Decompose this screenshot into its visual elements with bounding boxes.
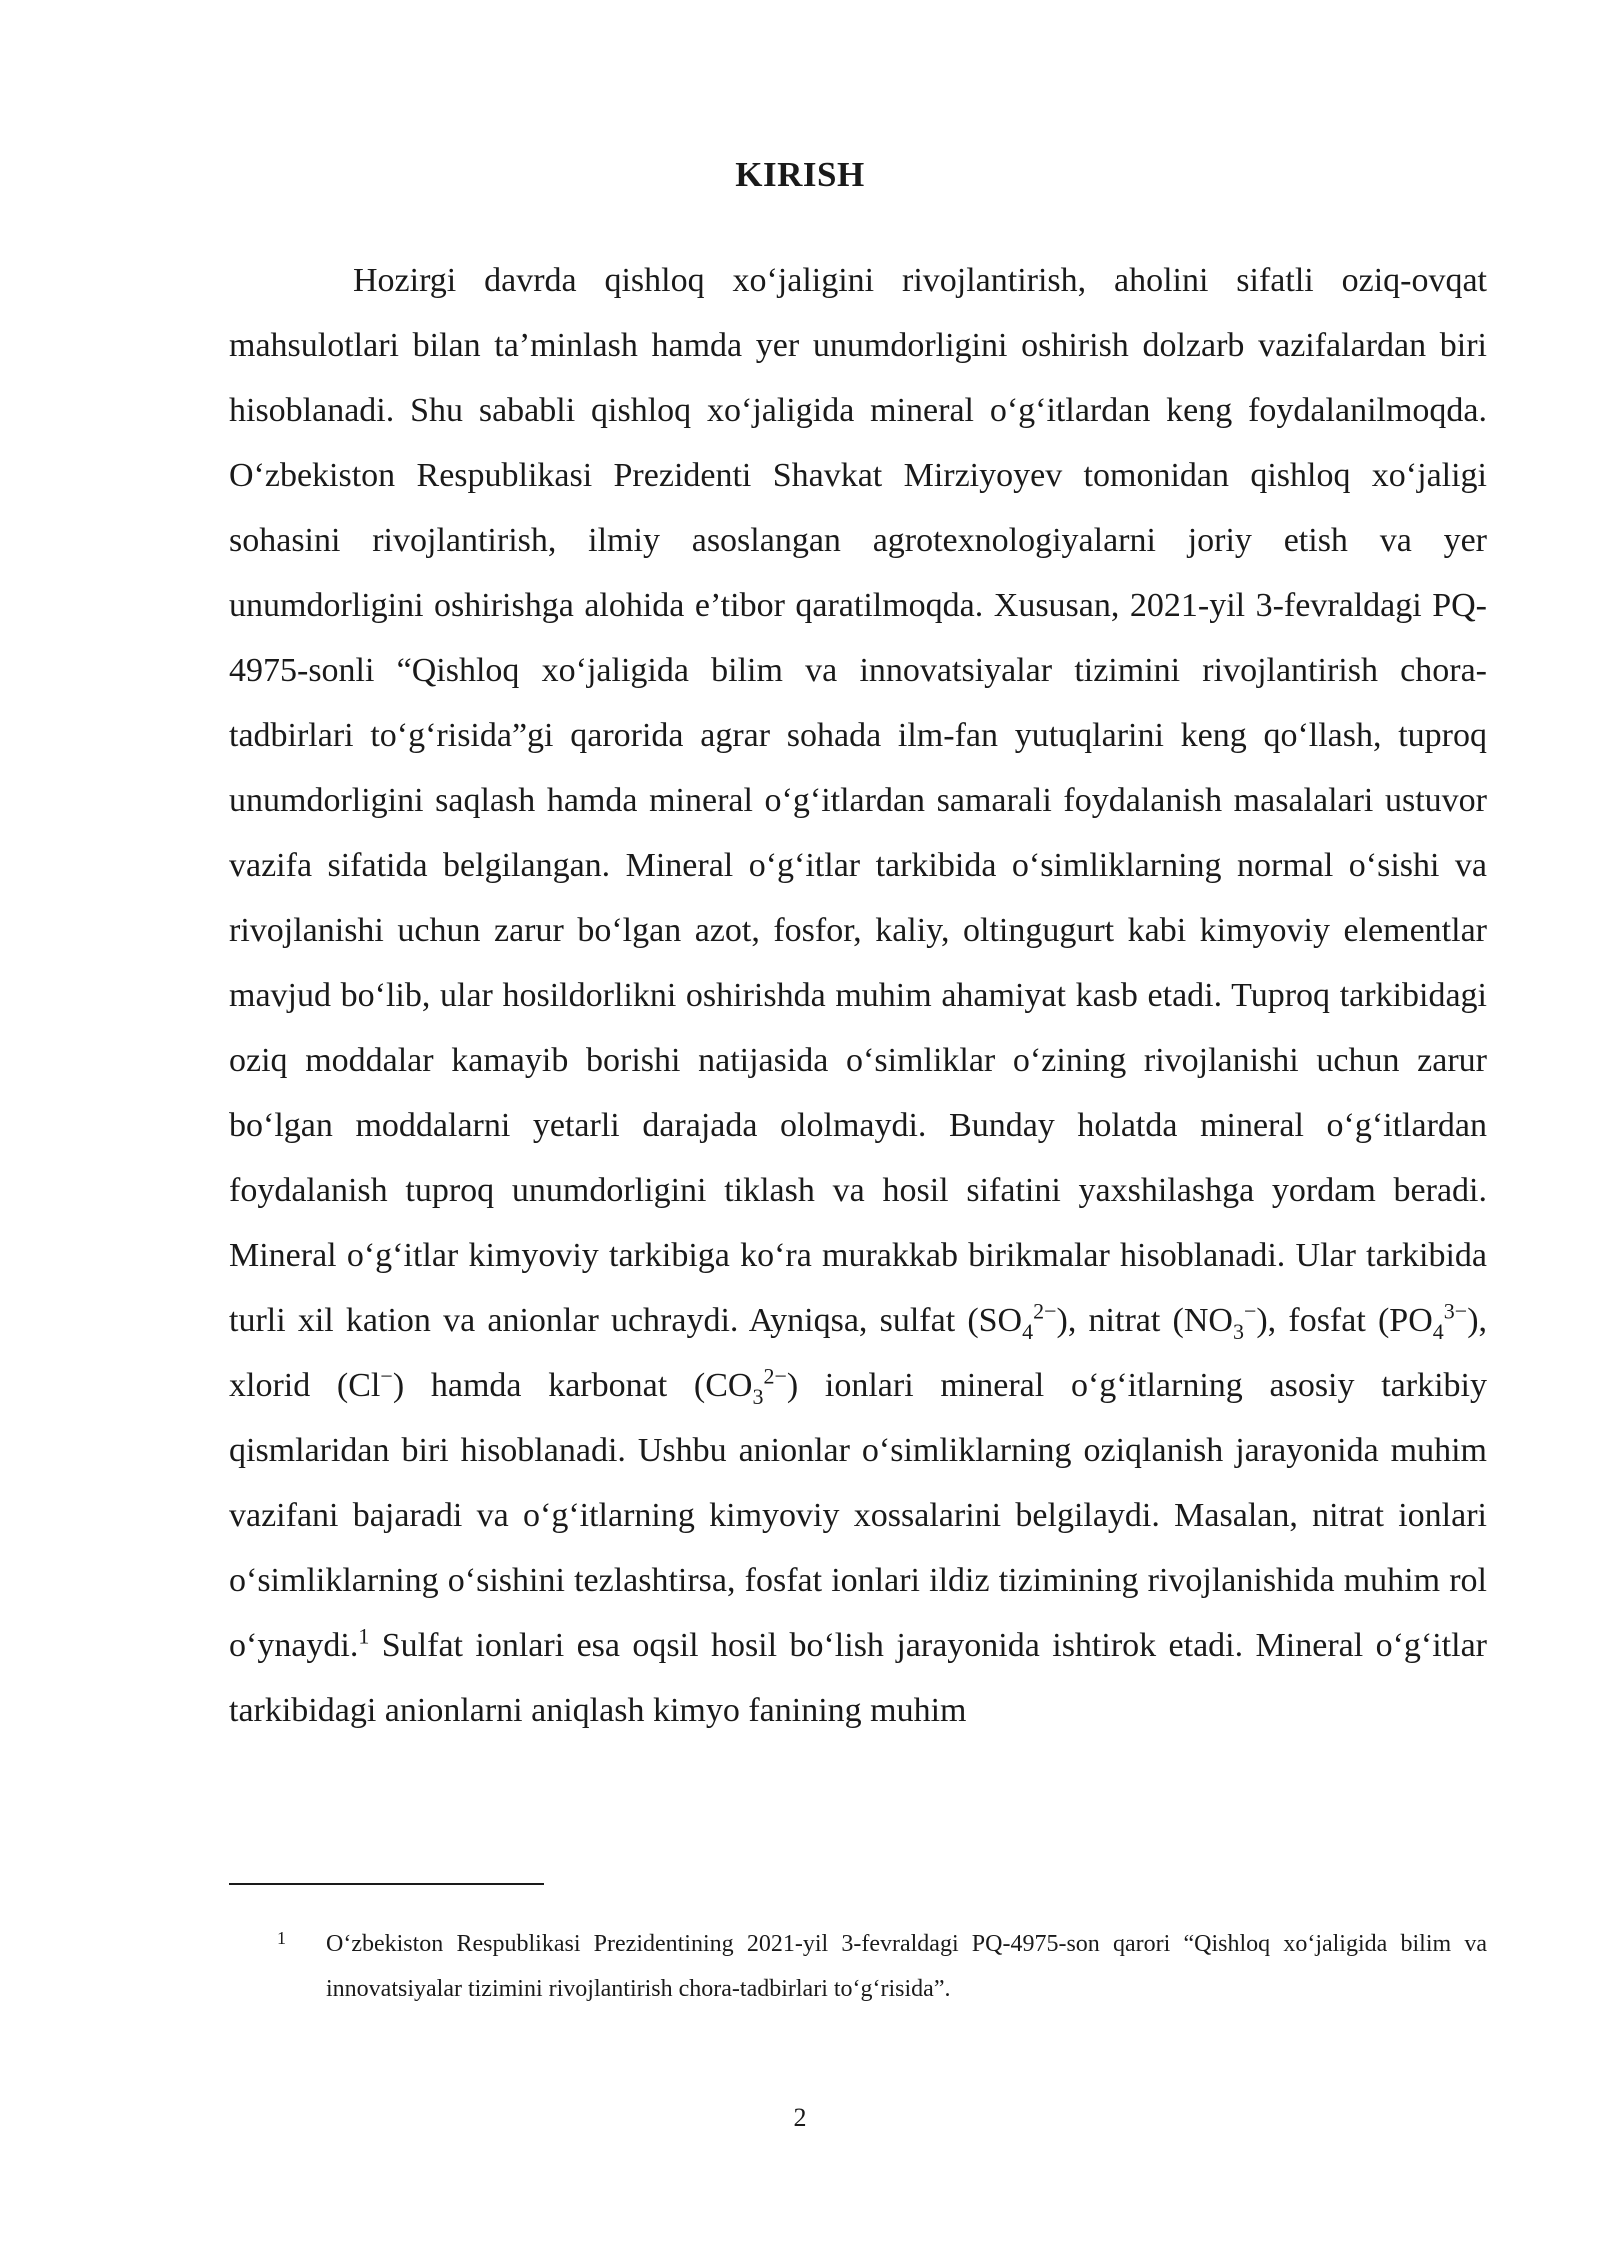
paragraph-text-3: ), fosfat (PO [1256,1302,1433,1339]
paragraph-text-7: Sulfat ionlari esa oqsil hosil bo‘lish jarayonida ishtirok etadi. Mineral o‘g‘itlar tarkibidagi anionlarni aniqlash kimyo fanining muhim [229,1627,1487,1729]
paragraph-text-5: ) hamda karbonat (CO [392,1367,753,1404]
paragraph-text-6: ) ionlari mineral o‘g‘itlarning asosiy tarkibiy qismlaridan biri hisoblanadi. Ushbu anionlar o‘simliklarning oziqlanish jarayonida muhim vazifani bajaradi va o‘g‘itlarning kimyoviy xossalarini belgilaydi. Masalan, nitrat ionlari o‘simliklarning o‘sishini tezlashtirsa, fosfat ionlari ildiz tizimining rivojlanishida muhim rol o‘ynaydi. [229,1367,1487,1664]
paragraph-text-2: ), nitrat (NO [1056,1302,1233,1339]
page-number: 2 [793,2103,807,2132]
page-title: KIRISH [735,155,865,194]
paragraph-text-4: ), xlorid (Cl [229,1302,1488,1404]
footnote-reference[interactable]: 1 [358,1623,370,1649]
phosphate-superscript: 3− [1443,1298,1468,1324]
chloride-superscript: − [380,1363,393,1389]
footnote-number: 1 [277,1928,286,1948]
nitrate-superscript: − [1243,1298,1257,1324]
body-paragraph [229,248,1487,1743]
carbonate-superscript: 2− [763,1363,787,1389]
sulfate-subscript: 4 [1022,1318,1034,1344]
carbonate-subscript: 3 [752,1383,764,1409]
phosphate-subscript: 4 [1432,1318,1444,1344]
footnote-separator [229,1883,544,1885]
sulfate-superscript: 2− [1033,1298,1057,1324]
footnote-text: O‘zbekiston Respublikasi Prezidentining 2021-yil 3-fevraldagi PQ-4975-son qarori “Qishloq xo‘jaligida bilim va innovatsiyalar tizimini rivojlantirish chora-tadbirlari to‘g‘risida”. [326,1931,1487,2002]
footnote [229,1922,1487,2012]
nitrate-subscript: 3 [1232,1318,1244,1344]
paragraph-text-1: Hozirgi davrda qishloq xo‘jaligini rivojlantirish, aholini sifatli oziq-ovqat mahsulotlari bilan ta’minlash hamda yer unumdorligini oshirish dolzarb vazifalardan biri hisoblanadi. Shu sababli qishloq xo‘jaligida mineral o‘g‘itlardan keng foydalanilmoqda. O‘zbekiston Respublikasi Prezidenti Shavkat Mirziyoyev tomonidan qishloq xo‘jaligi sohasini rivojlantirish, ilmiy asoslangan agrotexnologiyalarni joriy etish va yer unumdorligini oshirishga alohida e’tibor qaratilmoqda. Xususan, 2021-yil 3-fevraldagi PQ-4975-sonli “Qishloq xo‘jaligida bilim va innovatsiyalar tizimini rivojlantirish chora-tadbirlari to‘g‘risida”gi qarorida agrar sohada ilm-fan yutuqlarini keng qo‘llash, tuproq unumdorligini saqlash hamda mineral o‘g‘itlardan samarali foydalanish masalalari ustuvor vazifa sifatida belgilangan. Mineral o‘g‘itlar tarkibida o‘simliklarning normal o‘sishi va rivojlanishi uchun zarur bo‘lgan azot, fosfor, kaliy, oltingugurt kabi kimyoviy elementlar mavjud bo‘lib, ular hosildorlikni oshirishda muhim ahamiyat kasb etadi. Tuproq tarkibidagi oziq moddalar kamayib borishi natijasida o‘simliklar o‘zining rivojlanishi uchun zarur bo‘lgan moddalarni yetarli darajada ololmaydi. Bunday holatda mineral o‘g‘itlardan foydalanish tuproq unumdorligini tiklash va hosil sifatini yaxshilashga yordam beradi. Mineral o‘g‘itlar kimyoviy tarkibiga ko‘ra murakkab birikmalar hisoblanadi. Ular tarkibida turli xil kation va anionlar uchraydi. Ayniqsa, sulfat (SO [229,262,1487,1339]
